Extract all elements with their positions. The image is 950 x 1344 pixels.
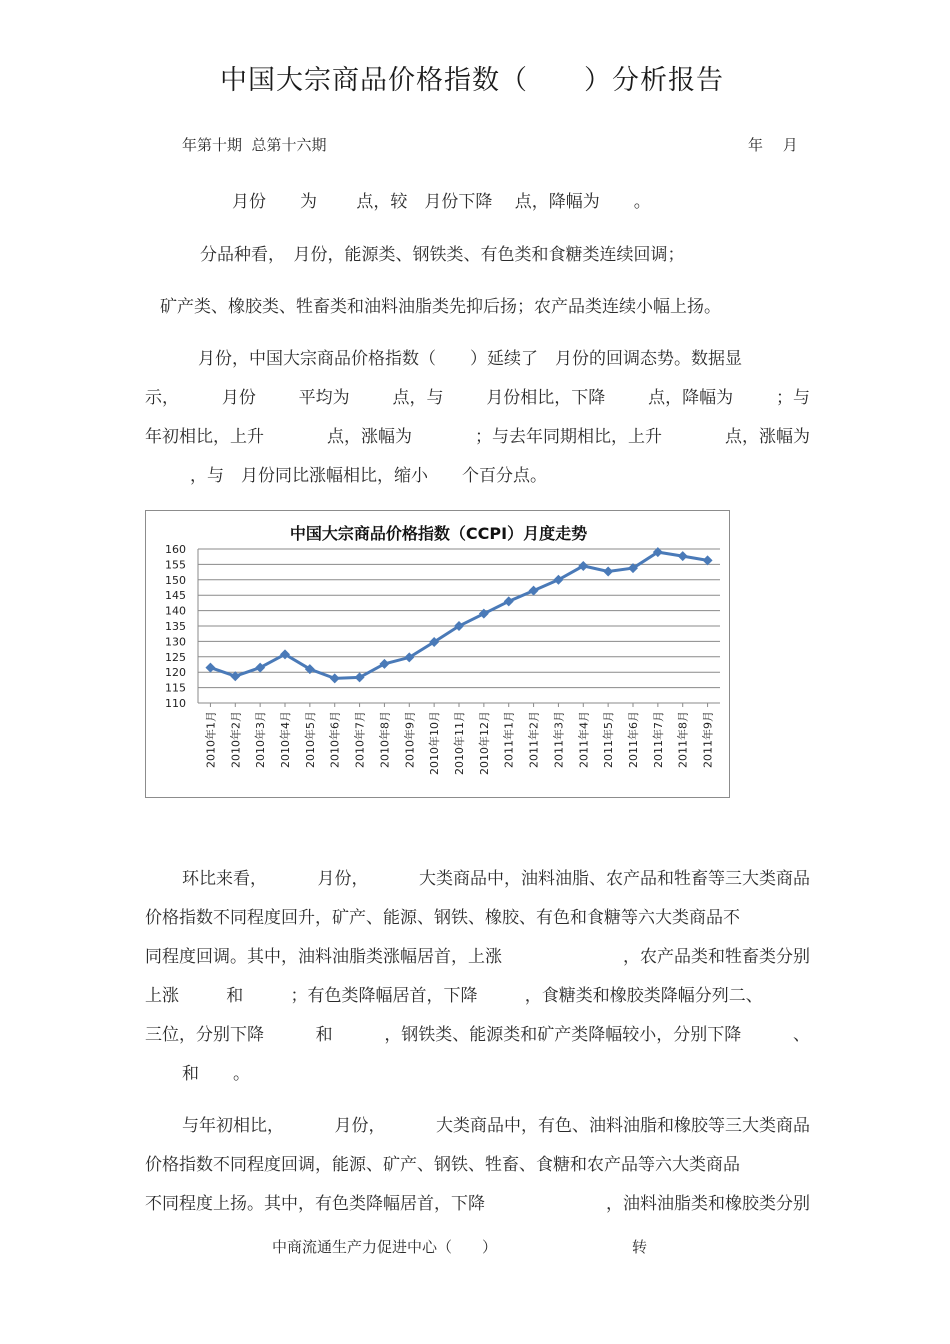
data-point	[330, 673, 340, 683]
data-point	[230, 671, 240, 681]
page-title: 中国大宗商品价格指数（ ）分析报告	[220, 65, 724, 96]
x-tick-label: 2010年5月	[303, 711, 317, 768]
x-tick-label: 2010年7月	[353, 711, 367, 768]
x-tick-label: 2011年4月	[577, 711, 591, 768]
y-tick-label: 140	[165, 604, 186, 618]
x-tick-label: 2010年1月	[204, 711, 218, 768]
paragraph-3-line: 上涨 和 ；有色类降幅居首，下降 ，食糖类和橡胶类降幅分列二、	[145, 986, 763, 1006]
paragraph-2-line: 示， 月份 平均为 点，与 月份相比，下降 点，降幅为 ；与	[145, 388, 810, 408]
ccpi-chart	[145, 510, 730, 798]
paragraph-3-line: 和 。	[182, 1064, 250, 1084]
chart-title: 中国大宗商品价格指数（CCPI）月度走势	[289, 524, 588, 543]
x-tick-label: 2010年12月	[477, 711, 491, 775]
data-point	[703, 555, 713, 565]
y-tick-label: 150	[165, 573, 186, 587]
paragraph-4-line: 与年初相比， 月份， 大类商品中，有色、油料油脂和橡胶等三大类商品	[182, 1116, 810, 1136]
paragraph-3-line: 三位，分别下降 和 ，钢铁类、能源类和矿产类降幅较小，分别下降 、	[145, 1025, 810, 1045]
issue-info: 年第十期 总第十六期	[182, 136, 327, 154]
issue-date: 年 月	[748, 136, 798, 154]
footer-org: 中商流通生产力促进中心（ ）	[272, 1238, 498, 1256]
paragraph-4-line: 价格指数不同程度回调，能源、矿产、钢铁、牲畜、食糖和农产品等六大类商品	[145, 1155, 740, 1175]
x-tick-label: 2011年8月	[676, 711, 690, 768]
paragraph-2-line: ，与 月份同比涨幅相比，缩小 个百分点。	[190, 466, 547, 486]
data-point	[678, 551, 688, 561]
paragraph-3-line: 环比来看， 月份， 大类商品中，油料油脂、农产品和牲畜等三大类商品	[182, 869, 810, 889]
x-tick-label: 2011年1月	[502, 711, 516, 768]
y-tick-label: 135	[165, 620, 186, 633]
paragraph-1-line: 矿产类、橡胶类、牲畜类和油料油脂类先抑后扬；农产品类连续小幅上扬。	[160, 297, 721, 317]
summary-line: 月份 为 点，较 月份下降 点，降幅为 。	[232, 192, 651, 212]
y-tick-label: 155	[165, 558, 186, 572]
data-point	[603, 566, 613, 576]
x-tick-label: 2010年6月	[328, 711, 342, 768]
data-point	[205, 663, 215, 673]
paragraph-2-line: 月份，中国大宗商品价格指数（ ）延续了 月份的回调态势。数据显	[198, 349, 742, 369]
x-tick-label: 2010年11月	[453, 711, 466, 775]
paragraph-2-line: 年初相比，上升 点，涨幅为 ；与去年同期相比，上升 点，涨幅为	[145, 427, 810, 447]
x-tick-label: 2011年9月	[701, 711, 715, 768]
x-tick-label: 2010年4月	[279, 711, 292, 768]
paragraph-3-line: 价格指数不同程度回升，矿产、能源、钢铁、橡胶、有色和食糖等六大类商品不	[145, 908, 740, 928]
x-tick-label: 2010年10月	[428, 711, 442, 775]
x-tick-label: 2011年3月	[552, 711, 566, 768]
x-tick-label: 2011年5月	[602, 711, 616, 768]
paragraph-4-line: 不同程度上扬。其中，有色类降幅居首，下降 ，油料油脂类和橡胶类分别	[145, 1194, 810, 1214]
x-tick-label: 2010年3月	[254, 711, 268, 768]
x-tick-label: 2010年9月	[403, 711, 417, 768]
x-tick-label: 2010年2月	[229, 711, 243, 768]
y-tick-label: 110	[165, 697, 186, 710]
chart-plot	[146, 511, 729, 797]
paragraph-1-line: 分品种看， 月份，能源类、钢铁类、有色类和食糖类连续回调；	[200, 245, 685, 265]
x-tick-label: 2010年8月	[378, 711, 392, 768]
x-tick-label: 2011年6月	[627, 711, 640, 768]
footer-transfer: 转	[632, 1238, 648, 1256]
y-tick-label: 120	[165, 666, 186, 680]
y-tick-label: 125	[165, 650, 186, 664]
y-tick-label: 130	[165, 635, 186, 649]
y-tick-label: 145	[165, 589, 186, 603]
x-tick-label: 2011年2月	[527, 711, 541, 768]
data-point	[504, 596, 514, 606]
y-tick-label: 115	[165, 681, 186, 695]
y-tick-label: 160	[165, 543, 186, 556]
x-tick-label: 2011年7月	[651, 711, 665, 768]
paragraph-3-line: 同程度回调。其中，油料油脂类涨幅居首，上涨 ，农产品类和牲畜类分别	[145, 947, 810, 967]
data-point	[529, 586, 539, 596]
